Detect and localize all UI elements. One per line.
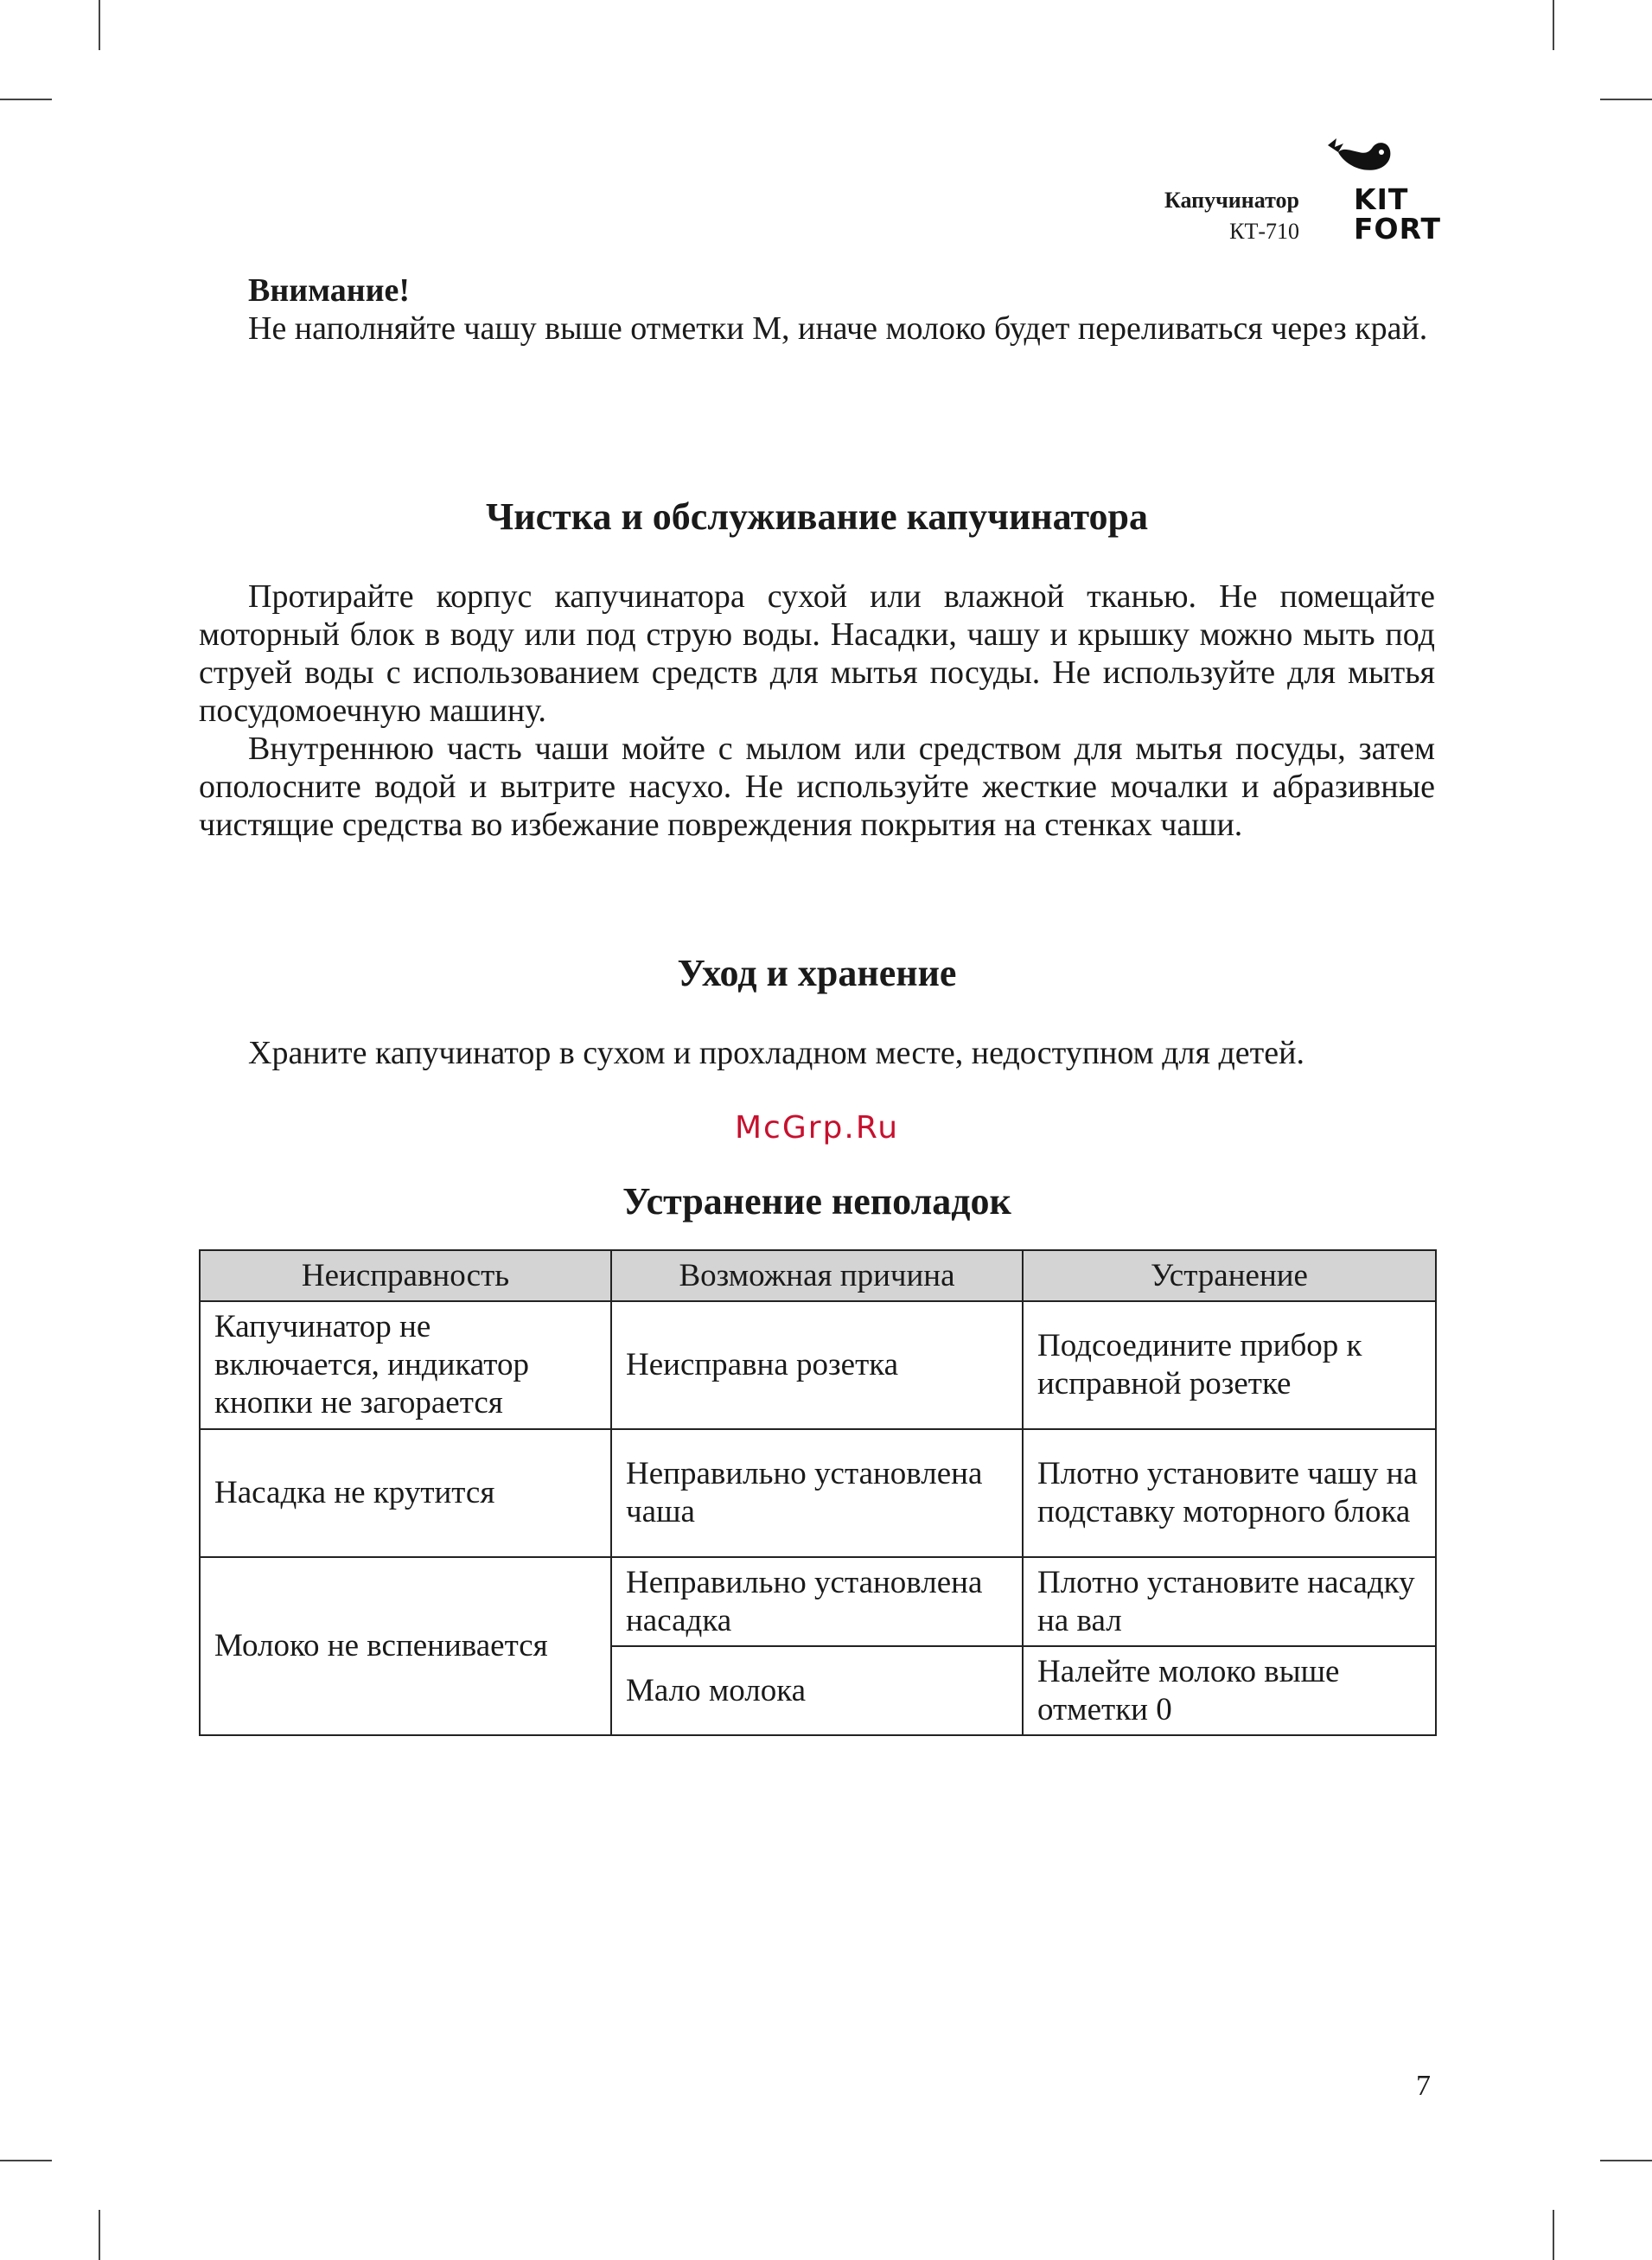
header-model: КТ-710 xyxy=(1229,219,1299,244)
whale-icon xyxy=(1324,137,1394,184)
storage-text: Храните капучинатор в сухом и прохладном месте, недоступном для детей. xyxy=(248,1035,1304,1071)
cause-cell: Неправильно установлена насадка xyxy=(611,1557,1023,1646)
warning-text: Не наполняйте чашу выше отметки M, иначе молоко будет переливаться через край. xyxy=(248,310,1428,347)
problem-cell: Насадка не крутится xyxy=(200,1429,611,1557)
solution-cell: Подсоедините прибор к исправной розетке xyxy=(1023,1301,1436,1429)
warning-title: Внимание! xyxy=(248,272,411,309)
cleaning-body xyxy=(199,578,1435,844)
table-header-row xyxy=(200,1250,1436,1301)
troubleshooting-table xyxy=(199,1249,1437,1736)
table-row xyxy=(200,1429,1436,1557)
solution-cell: Плотно установите чашу на подставку моторного блока xyxy=(1023,1429,1436,1557)
solution-cell: Налейте молоко выше отметки 0 xyxy=(1023,1646,1436,1735)
cause-cell: Неисправна розетка xyxy=(611,1301,1023,1429)
cleaning-heading: Чистка и обслуживание капучинатора xyxy=(485,495,1149,538)
cleaning-paragraph: Внутреннюю часть чаши мойте с мылом или средством для мытья посуды, затем ополосните водой и вытрите насухо. Не используйте жесткие мочалки и абразивные чистящие средства во избежание повреждения покрытия на стенках чаши. xyxy=(199,731,1435,843)
crop-mark xyxy=(0,2160,52,2161)
problem-cell: Молоко не вспенивается xyxy=(200,1557,611,1735)
storage-heading: Уход и хранение xyxy=(677,952,957,994)
column-header: Устранение xyxy=(1023,1250,1436,1301)
crop-mark xyxy=(1553,2210,1554,2260)
cause-cell: Неправильно установлена чаша xyxy=(611,1429,1023,1557)
logo-text: KIT FORT xyxy=(1354,182,1442,246)
crop-mark xyxy=(1600,99,1652,100)
column-header: Неисправность xyxy=(200,1250,611,1301)
page-number: 7 xyxy=(1416,2070,1431,2102)
crop-mark xyxy=(1553,0,1554,50)
crop-mark xyxy=(99,2210,100,2260)
page-header xyxy=(1164,185,1299,247)
storage-body xyxy=(199,1034,1435,1072)
kitfort-logo xyxy=(1324,137,1442,246)
crop-mark xyxy=(99,0,100,50)
table-row xyxy=(200,1557,1436,1646)
cleaning-paragraph: Протирайте корпус капучинатора сухой или влажной тканью. Не помещайте моторный блок в воду или под струю воды. Насадки, чашу и крышку можно мыть под струей воды с использованием средств для мытья посуды. Не используйте для мытья посудомоечную машину. xyxy=(199,578,1435,729)
table-row xyxy=(200,1301,1436,1429)
problem-cell: Капучинатор не включается, индикатор кнопки не загорается xyxy=(200,1301,611,1429)
column-header: Возможная причина xyxy=(611,1250,1023,1301)
solution-cell: Плотно установите насадку на вал xyxy=(1023,1557,1436,1646)
troubleshooting-heading: Устранение неполадок xyxy=(622,1180,1011,1223)
crop-mark xyxy=(0,99,52,100)
cause-cell: Мало молока xyxy=(611,1646,1023,1735)
crop-mark xyxy=(1600,2160,1652,2161)
watermark: McGrp.Ru xyxy=(734,1110,900,1146)
warning-block xyxy=(199,271,1435,348)
header-product: Капучинатор xyxy=(1164,188,1299,213)
